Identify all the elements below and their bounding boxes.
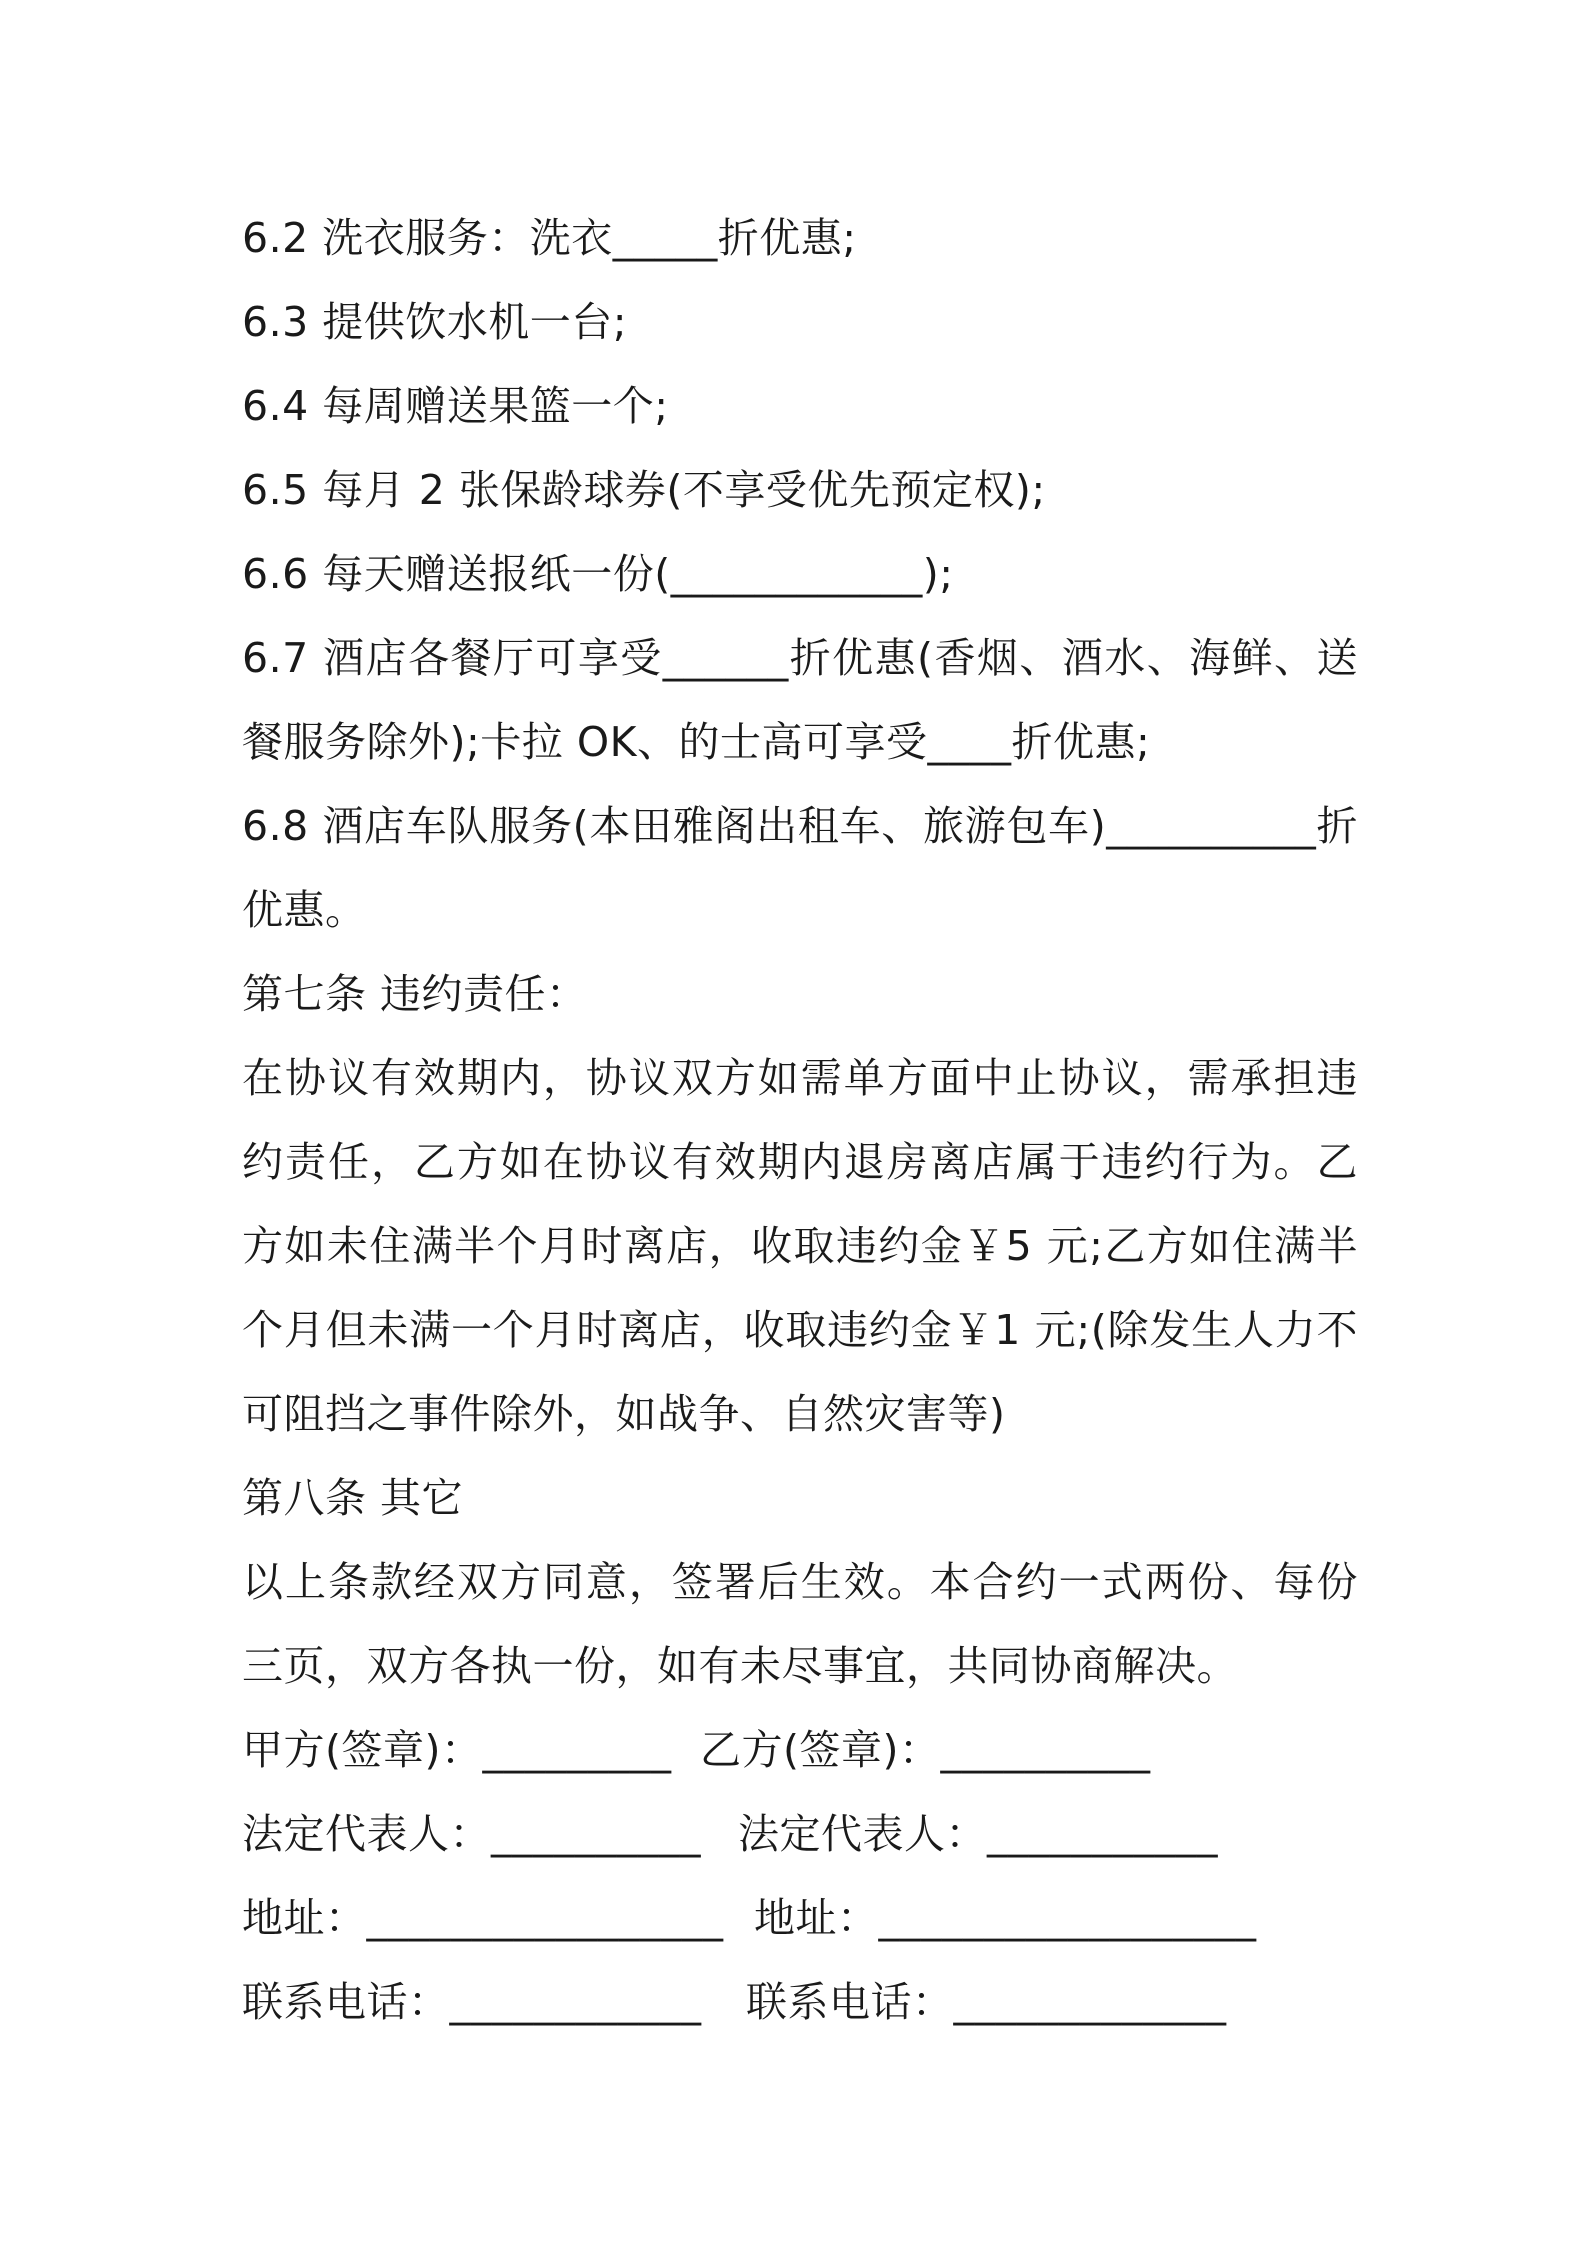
clause-6-7: 6.7 酒店各餐厅可享受______折优惠(香烟、酒水、海鲜、送餐服务除外);卡拉 OK、的士高可享受____折优惠; — [242, 634, 1358, 766]
clause-6-4: 6.4 每周赠送果篮一个; — [242, 382, 669, 430]
signature-row-address — [242, 1876, 1358, 1960]
clause-6-5: 6.5 每月 2 张保龄球券(不享受优先预定权); — [242, 466, 1046, 514]
party-b-address: 地址：__________________ — [754, 1894, 1257, 1942]
clause-6-6: 6.6 每天赠送报纸一份(____________); — [242, 550, 954, 598]
signature-row-phone — [242, 1960, 1358, 2044]
signature-row-seal — [242, 1708, 1358, 1792]
party-a-rep: 法定代表人：__________ — [242, 1810, 701, 1858]
article-7-heading: 第七条 违约责任： — [242, 970, 588, 1018]
party-b-seal: 乙方(签章)：__________ — [700, 1726, 1151, 1774]
clause-6-2: 6.2 洗衣服务：洗衣_____折优惠; — [242, 214, 857, 262]
article-8-body: 以上条款经双方同意，签署后生效。本合约一式两份、每份三页，双方各执一份，如有未尽事宜，共同协商解决。 — [242, 1558, 1358, 1690]
article-7-body: 在协议有效期内，协议双方如需单方面中止协议，需承担违约责任，乙方如在协议有效期内退房离店属于违约行为。乙方如未住满半个月时离店，收取违约金￥5 元;乙方如住满半个月但未满一个月时离店，收取违约金￥1 元;(除发生人力不可阻挡之事件除外，如战争、自然灾害等) — [242, 1054, 1358, 1438]
article-8-heading: 第八条 其它 — [242, 1474, 464, 1522]
clause-6-8: 6.8 酒店车队服务(本田雅阁出租车、旅游包车)__________折优惠。 — [242, 802, 1358, 934]
party-a-address: 地址：_________________ — [242, 1894, 724, 1942]
document-body — [242, 196, 1358, 2044]
party-a-phone: 联系电话：____________ — [242, 1978, 702, 2026]
signature-row-rep — [242, 1792, 1358, 1876]
party-a-seal: 甲方(签章)：_________ — [242, 1726, 672, 1774]
party-b-rep: 法定代表人：___________ — [738, 1810, 1218, 1858]
clause-6-3: 6.3 提供饮水机一台; — [242, 298, 628, 346]
party-b-phone: 联系电话：_____________ — [746, 1978, 1227, 2026]
